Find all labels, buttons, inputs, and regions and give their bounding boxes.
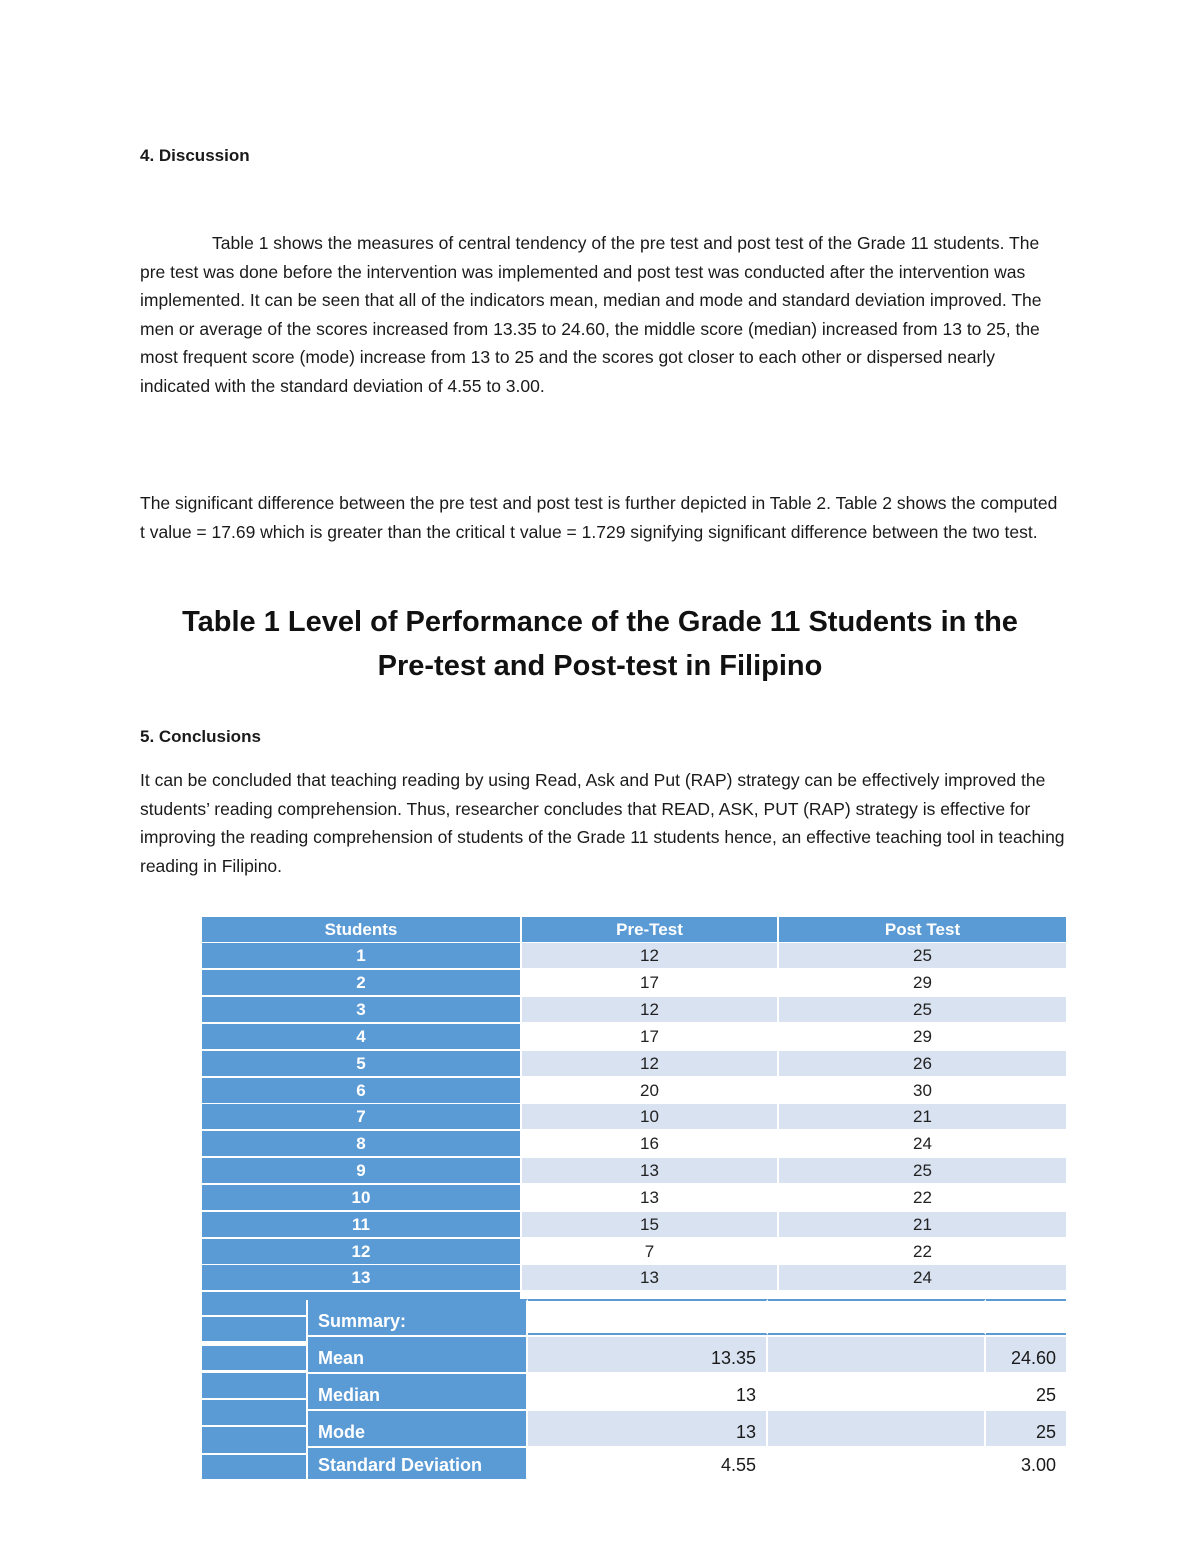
discussion-heading: 4. Discussion [140, 146, 250, 165]
table-stub [202, 1317, 306, 1341]
pre-test-score: 15 [522, 1212, 779, 1237]
summary-row [308, 1337, 1066, 1372]
summary-pre-value: 13.35 [528, 1337, 768, 1372]
post-test-score: 29 [779, 970, 1066, 995]
table-row [202, 997, 1066, 1022]
table-row [202, 1078, 1066, 1103]
post-test-score: 21 [779, 1212, 1066, 1237]
table-stub [202, 1293, 306, 1315]
student-number: 13 [202, 1265, 522, 1290]
table-stub [202, 1455, 306, 1479]
table-row [202, 970, 1066, 995]
pre-test-score: 7 [522, 1239, 779, 1264]
summary-label: Median [308, 1374, 528, 1409]
pre-test-score: 13 [522, 1265, 779, 1290]
table-title-line-1: Table 1 Level of Performance of the Grade 11 Students in the [182, 606, 1018, 638]
student-number: 5 [202, 1051, 522, 1076]
post-test-score: 29 [779, 1024, 1066, 1049]
summary-spacer [768, 1337, 986, 1372]
post-test-score: 25 [779, 997, 1066, 1022]
student-number: 7 [202, 1104, 522, 1129]
student-number: 6 [202, 1078, 522, 1103]
summary-label: Mean [308, 1337, 528, 1372]
summary-post-value: 25 [986, 1374, 1066, 1409]
conclusions-paragraph: It can be concluded that teaching reading by using Read, Ask and Put (RAP) strategy can be effectively improved the students’ reading comprehension. Thus, researcher concludes that READ, ASK, PUT (RAP) strategy is effective for improving the reading comprehension of students of the Grade 11 students hence, an effective teaching tool in teaching reading in Filipino. [140, 770, 1065, 876]
summary-row [308, 1411, 1066, 1446]
student-number: 3 [202, 997, 522, 1022]
post-test-score: 25 [779, 943, 1066, 968]
post-test-score: 24 [779, 1265, 1066, 1290]
pre-test-score: 17 [522, 970, 779, 995]
student-number: 2 [202, 970, 522, 995]
conclusions-heading: 5. Conclusions [140, 727, 261, 746]
summary-label: Summary: [308, 1299, 528, 1335]
summary-label: Mode [308, 1411, 528, 1446]
table-row [202, 1131, 1066, 1156]
post-test-score: 26 [779, 1051, 1066, 1076]
summary-spacer [768, 1448, 986, 1479]
table-title [100, 600, 1100, 688]
table-row [202, 1024, 1066, 1049]
summary-pre-value [528, 1299, 768, 1335]
summary-pre-value: 4.55 [528, 1448, 768, 1479]
summary-row [308, 1448, 1066, 1479]
post-test-score: 22 [779, 1185, 1066, 1210]
summary-post-value: 24.60 [986, 1337, 1066, 1372]
summary-post-value: 3.00 [986, 1448, 1066, 1479]
student-number: 9 [202, 1158, 522, 1183]
student-number: 11 [202, 1212, 522, 1237]
post-test-score: 24 [779, 1131, 1066, 1156]
table-row [202, 1051, 1066, 1076]
header-post-test: Post Test [779, 917, 1066, 942]
table-stub [202, 1400, 306, 1425]
pre-test-score: 13 [522, 1158, 779, 1183]
table-row [202, 943, 1066, 968]
post-test-score: 22 [779, 1239, 1066, 1264]
summary-spacer [768, 1411, 986, 1446]
table-row [202, 1239, 1066, 1264]
student-number: 1 [202, 943, 522, 968]
summary-spacer [768, 1374, 986, 1409]
post-test-score: 30 [779, 1078, 1066, 1103]
summary-pre-value: 13 [528, 1411, 768, 1446]
pre-test-score: 12 [522, 943, 779, 968]
pre-test-score: 10 [522, 1104, 779, 1129]
table-title-line-2: Pre-test and Post-test in Filipino [377, 650, 823, 682]
post-test-score: 25 [779, 1158, 1066, 1183]
pre-test-score: 16 [522, 1131, 779, 1156]
pre-test-score: 17 [522, 1024, 779, 1049]
summary-post-value: 25 [986, 1411, 1066, 1446]
pre-test-score: 13 [522, 1185, 779, 1210]
discussion-paragraph-1: Table 1 shows the measures of central tendency of the pre test and post test of the Grade 11 students. The pre test was done before the intervention was implemented and post test was conducted after the intervention was implemented. It can be seen that all of the indicators mean, median and mode and standard deviation improved. The men or average of the scores increased from 13.35 to 24.60, the middle score (median) increased from 13 to 25, the most frequent score (mode) increase from 13 to 25 and the scores got closer to each other or dispersed nearly indicated with the standard deviation of 4.55 to 3.00. [140, 233, 1042, 396]
table-row [202, 1185, 1066, 1210]
header-students: Students [202, 917, 522, 942]
summary-spacer [768, 1299, 986, 1335]
table-stub [202, 1346, 306, 1370]
table-row [202, 1104, 1066, 1129]
student-number: 12 [202, 1239, 522, 1264]
summary-post-value [986, 1299, 1066, 1335]
student-number: 8 [202, 1131, 522, 1156]
table-stub [202, 1373, 306, 1398]
student-number: 4 [202, 1024, 522, 1049]
pre-test-score: 12 [522, 997, 779, 1022]
summary-pre-value: 13 [528, 1374, 768, 1409]
post-test-score: 21 [779, 1104, 1066, 1129]
student-number: 10 [202, 1185, 522, 1210]
table-row [202, 1212, 1066, 1237]
table-row [202, 1265, 1066, 1290]
pre-test-score: 12 [522, 1051, 779, 1076]
discussion-paragraph-2: The significant difference between the pre test and post test is further depicted in Table 2. Table 2 shows the computed t value = 17.69 which is greater than the critical t value = 1.729 signifying significant difference between the two test. [140, 493, 1058, 542]
pre-test-score: 20 [522, 1078, 779, 1103]
summary-label: Standard Deviation [308, 1448, 528, 1479]
table-stub [202, 1427, 306, 1453]
header-pre-test: Pre-Test [522, 917, 779, 942]
scores-table-header [202, 917, 1066, 942]
table-row [202, 1158, 1066, 1183]
summary-row [308, 1374, 1066, 1409]
summary-row [308, 1299, 1066, 1335]
